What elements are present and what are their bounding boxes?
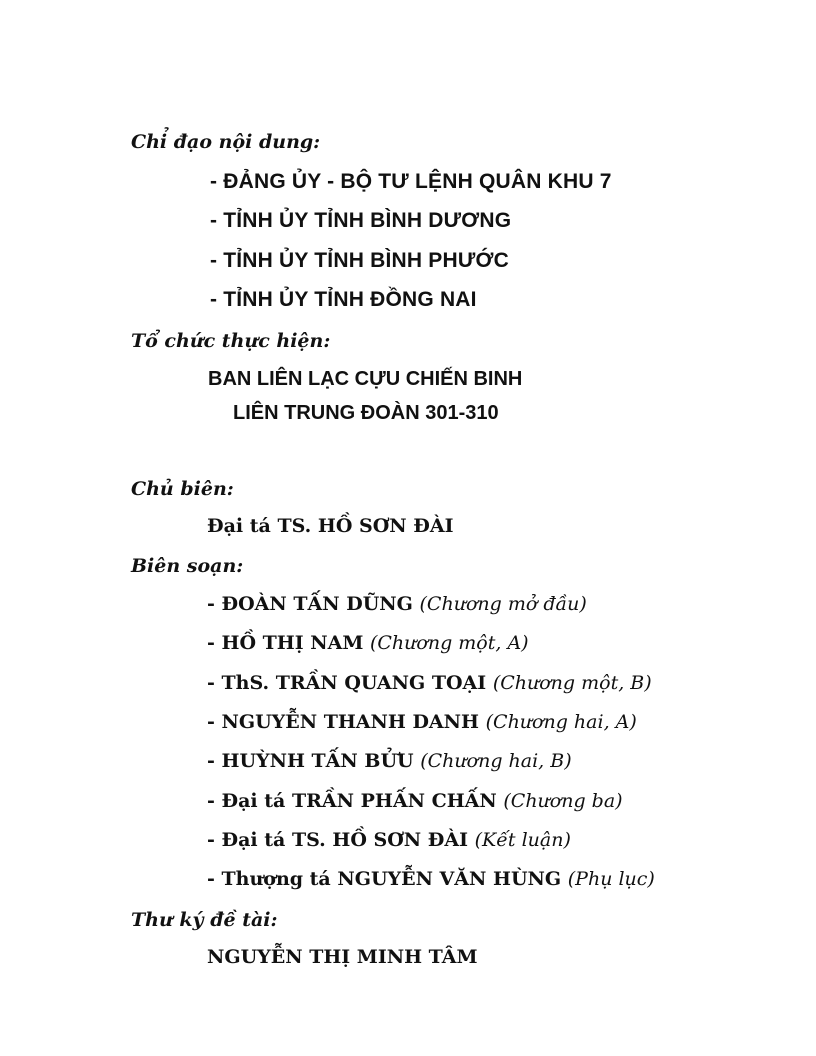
- direction-item-dong-nai: - TỈNH ỦY TỈNH ĐỒNG NAI: [210, 288, 477, 311]
- compiler-entry: [207, 750, 572, 772]
- organizer-heading: Tổ chức thực hiện:: [131, 330, 331, 352]
- direction-item-binh-duong: - TỈNH ỦY TỈNH BÌNH DƯƠNG: [210, 209, 512, 232]
- compilers-heading: Biên soạn:: [131, 555, 244, 577]
- compiler-name: - ThS. TRẦN QUANG TOẠI: [207, 672, 487, 694]
- direction-item-binh-phuoc: - TỈNH ỦY TỈNH BÌNH PHƯỚC: [210, 249, 509, 272]
- compiler-chapter: (Chương một, A): [369, 632, 529, 654]
- direction-heading: Chỉ đạo nội dung:: [131, 131, 321, 153]
- compiler-chapter: (Chương hai, B): [420, 750, 572, 772]
- secretary-heading: Thư ký đề tài:: [131, 909, 278, 931]
- compiler-name: - NGUYỄN THANH DANH: [207, 711, 479, 733]
- compiler-chapter: (Chương một, B): [492, 672, 652, 694]
- compiler-entry: [207, 790, 623, 812]
- compiler-chapter: (Phụ lục): [567, 868, 655, 890]
- compiler-name: - Đại tá TRẦN PHẤN CHẤN: [207, 790, 497, 812]
- compiler-entry: [207, 632, 529, 654]
- compiler-entry: [207, 593, 587, 615]
- compiler-chapter: (Chương ba): [503, 790, 623, 812]
- compiler-entry: [207, 672, 652, 694]
- compiler-name: - ĐOÀN TẤN DŨNG: [207, 593, 413, 615]
- compiler-name: - Thượng tá NGUYỄN VĂN HÙNG: [207, 868, 562, 890]
- compiler-entry: [207, 868, 655, 890]
- editor-heading: Chủ biên:: [131, 478, 234, 500]
- organizer-line-2: LIÊN TRUNG ĐOÀN 301-310: [233, 402, 499, 424]
- editor-name: Đại tá TS. HỒ SƠN ĐÀI: [207, 515, 454, 537]
- organizer-line-1: BAN LIÊN LẠC CỰU CHIẾN BINH: [208, 368, 523, 390]
- compiler-name: - Đại tá TS. HỒ SƠN ĐÀI: [207, 829, 468, 851]
- compiler-name: - HUỲNH TẤN BỬU: [207, 750, 414, 772]
- compiler-entry: [207, 829, 571, 851]
- compiler-entry: [207, 711, 637, 733]
- secretary-name: NGUYỄN THỊ MINH TÂM: [207, 946, 478, 968]
- compiler-chapter: (Chương mở đầu): [419, 593, 587, 615]
- compiler-chapter: (Chương hai, A): [485, 711, 637, 733]
- direction-item-military-zone: - ĐẢNG ỦY - BỘ TƯ LỆNH QUÂN KHU 7: [210, 170, 612, 193]
- compiler-name: - HỒ THỊ NAM: [207, 632, 364, 654]
- compiler-chapter: (Kết luận): [474, 829, 571, 851]
